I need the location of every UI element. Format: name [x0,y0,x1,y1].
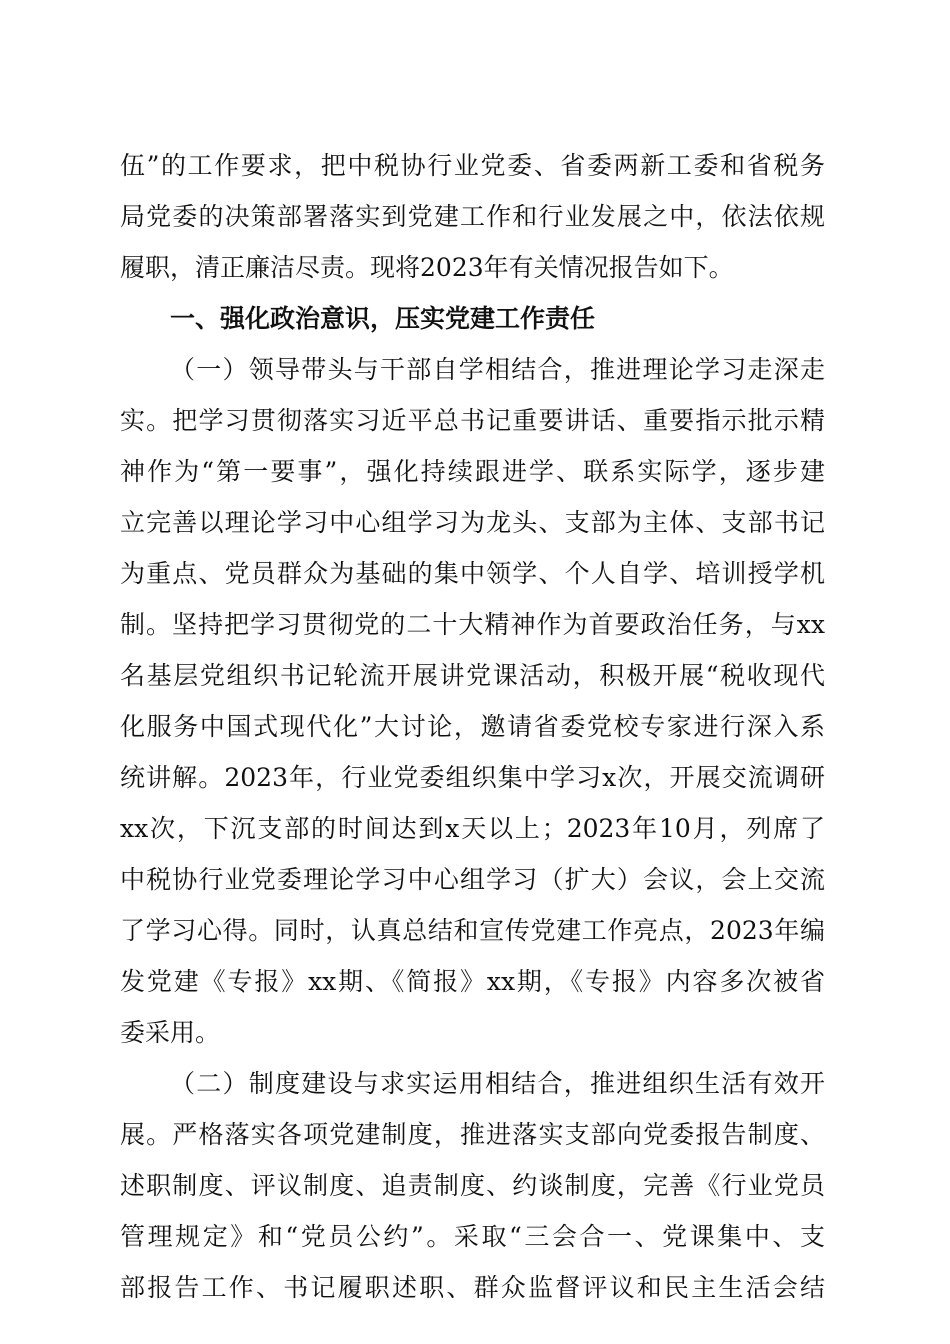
subsection1-line-8: 化服务中国式现代化”大讨论，邀请省委党校专家进行深入系 [120,712,825,741]
intro-line-2: 局党委的决策部署落实到党建工作和行业发展之中，依法依规 [120,202,825,231]
subsection1-line-1: （一）领导带头与干部自学相结合，推进理论学习走深走 [170,355,825,384]
subsection1-line-11: 中税协行业党委理论学习中心组学习（扩大）会议，会上交流 [120,865,825,894]
section-heading: 一、强化政治意识，压实党建工作责任 [170,304,596,333]
subsection1-line-4: 立完善以理论学习中心组学习为龙头、支部为主体、支部书记 [120,508,825,537]
subsection2-line-1: （二）制度建设与求实运用相结合，推进组织生活有效开 [170,1069,825,1098]
subsection1-line-5: 为重点、党员群众为基础的集中领学、个人自学、培训授学机 [120,559,825,588]
subsection1-line-6: 制。坚持把学习贯彻党的二十大精神作为首要政治任务，与xx [120,610,825,639]
subsection2-line-3: 述职制度、评议制度、追责制度、约谈制度，完善《行业党员 [120,1171,825,1200]
subsection2-line-5: 部报告工作、书记履职述职、群众监督评议和民主生活会结 [120,1273,825,1302]
subsection2-line-2: 展。严格落实各项党建制度，推进落实支部向党委报告制度、 [120,1120,825,1149]
intro-line-1: 伍”的工作要求，把中税协行业党委、省委两新工委和省税务 [120,151,825,180]
subsection1-line-14: 委采用。 [120,1018,221,1047]
subsection1-line-7: 名基层党组织书记轮流开展讲党课活动，积极开展“税收现代 [120,661,825,690]
intro-line-3: 履职，清正廉洁尽责。现将2023年有关情况报告如下。 [120,253,734,282]
subsection1-line-2: 实。把学习贯彻落实习近平总书记重要讲话、重要指示批示精 [120,406,825,435]
subsection1-line-9: 统讲解。2023年，行业党委组织集中学习x次，开展交流调研 [120,763,825,792]
subsection1-line-10: xx次，下沉支部的时间达到x天以上；2023年10月，列席了 [120,814,825,843]
subsection1-line-3: 神作为“第一要事”，强化持续跟进学、联系实际学，逐步建 [120,457,825,486]
subsection1-line-12: 了学习心得。同时，认真总结和宣传党建工作亮点，2023年编 [120,916,825,945]
subsection1-line-13: 发党建《专报》xx期、《简报》xx期，《专报》内容多次被省 [120,967,825,996]
subsection2-line-4: 管理规定》和“党员公约”。采取“三会合一、党课集中、支 [120,1222,825,1251]
